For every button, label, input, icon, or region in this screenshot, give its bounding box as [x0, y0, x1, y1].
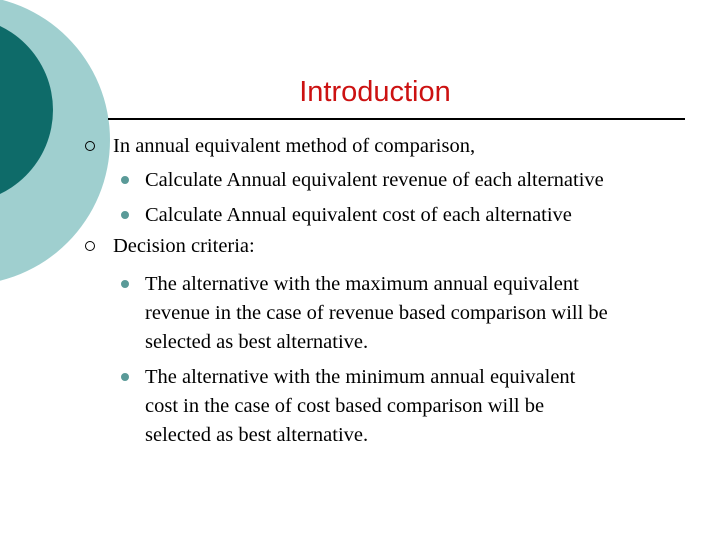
sub-item-max-revenue-line-3: selected as best alternative.: [145, 331, 369, 353]
ring-bullet-icon: [85, 241, 95, 251]
sub-item-min-cost-line-1: The alternative with the minimum annual equivalent: [145, 366, 576, 388]
sub-item-cost: Calculate Annual equivalent cost of each alternative: [145, 204, 572, 226]
dot-bullet-icon: [121, 280, 129, 288]
sub-item-min-cost-line-3: selected as best alternative.: [145, 424, 369, 446]
sub-item-revenue: Calculate Annual equivalent revenue of each alternative: [145, 169, 604, 191]
sub-item-min-cost-line-2: cost in the case of cost based comparison will be: [145, 395, 545, 417]
ring-bullet-icon: [85, 141, 95, 151]
dot-bullet-icon: [121, 211, 129, 219]
bullet-item-criteria: Decision criteria:: [113, 235, 255, 257]
sub-item-max-revenue-line-1: The alternative with the maximum annual equivalent: [145, 273, 579, 295]
dot-bullet-icon: [121, 176, 129, 184]
bullet-item-method: In annual equivalent method of comparison,: [113, 135, 476, 157]
dot-bullet-icon: [121, 373, 129, 381]
slide-title: Introduction: [299, 76, 451, 108]
sub-item-max-revenue-line-2: revenue in the case of revenue based comparison will be: [145, 302, 608, 324]
